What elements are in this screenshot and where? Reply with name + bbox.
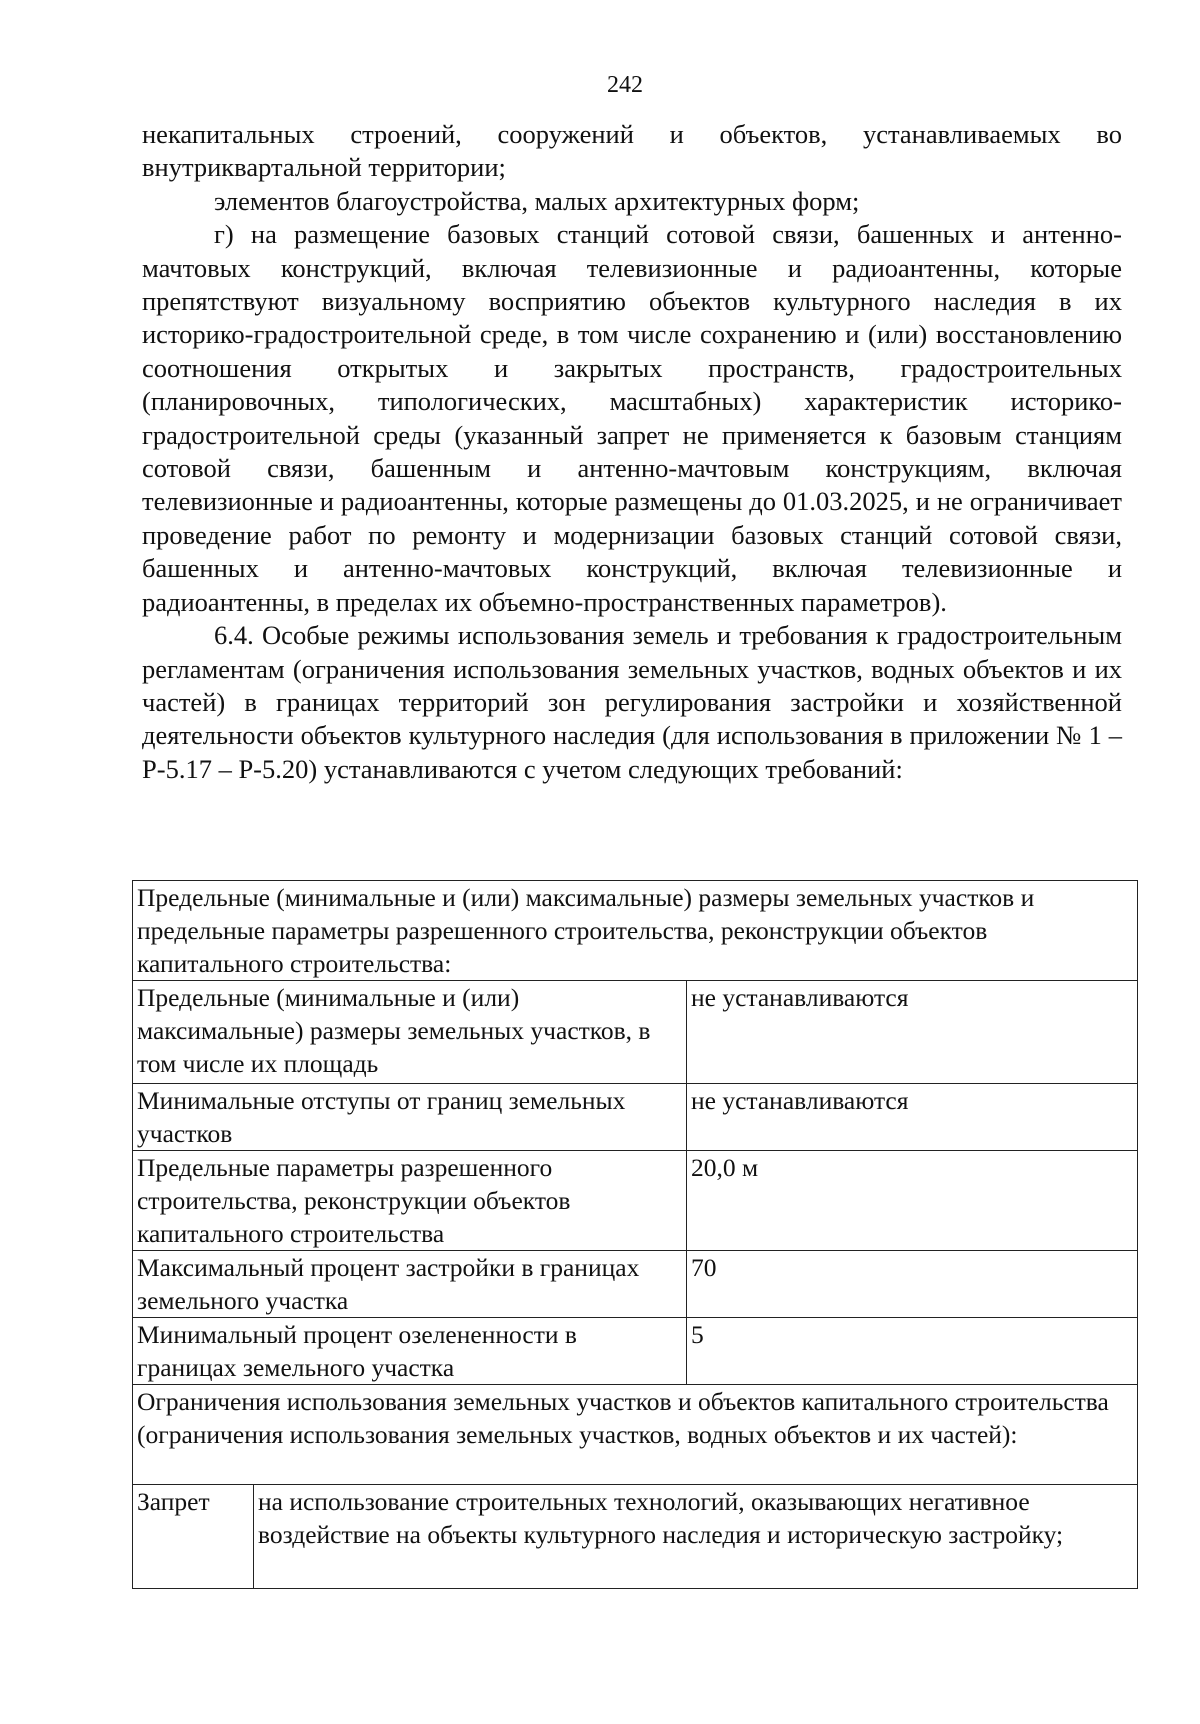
paragraph-section-6-4: 6.4. Особые режимы использования земель и требования к градостроительным регламентам (ограничения использования земельных участков, водных объектов и их частей) в границах территорий зон регулирования застройки и хозяйственной деятельности объектов культурного наследия (для использования в приложении № 1 – Р-5.17 – Р-5.20) устанавливаются с учетом следующих требований: [142,620,1122,784]
page-number: 242 [607,72,643,98]
table-section-header: Ограничения использования земельных участков и объектов капитального строительства (ограничения использования земельных участков, водных объектов и их частей): [133,1385,1138,1485]
ban-row-container [133,1485,1138,1589]
table-cell-value: не устанавливаются [687,1084,1138,1151]
table-row [133,1485,1138,1589]
table-cell-value: 20,0 м [687,1151,1138,1251]
regulations-table [132,880,1138,1589]
ban-inner-table [133,1485,1137,1588]
table-cell-label: Минимальные отступы от границ земельных участков [133,1084,687,1151]
table-cell-label: Предельные (минимальные и (или) максимальные) размеры земельных участков, в том числе их площадь [133,981,687,1084]
table-row [133,981,1138,1084]
table-section-header-row [133,1385,1138,1485]
table-cell-label: Максимальный процент застройки в границах земельного участка [133,1251,687,1318]
paragraph-landscaping: элементов благоустройства, малых архитектурных форм; [214,185,860,216]
table-cell-value: 5 [687,1318,1138,1385]
paragraph-item-g: г) на размещение базовых станций сотовой связи, башенных и антенно-мачтовых конструкций, включая телевизионные и радиоантенны, которые препятствуют визуальному восприятию объектов культурного наследия в их историко-градостроительной среде, в том числе сохранению и (или) восстановлению соотношения открытых и закрытых пространств, градостроительных (планировочных, типологических, масштабных) характеристик историко-градостроительной среды (указанный запрет не применяется к базовым станциям сотовой связи, башенным и антенно-мачтовым конструкциям, включая телевизионные и радиоантенны, которые размещены до 01.03.2025, и не ограничивает проведение работ по ремонту и модернизации базовых станций сотовой связи, башенных и антенно-мачтовых конструкций, включая телевизионные и радиоантенны, в пределах их объемно-пространственных параметров). [142,219,1122,617]
ban-text: на использование строительных технологий, оказывающих негативное воздействие на объекты культурного наследия и историческую застройку; [258,1487,1064,1549]
table-cell-label: Предельные параметры разрешенного строительства, реконструкции объектов капитального строительства [133,1151,687,1251]
table-row [133,1151,1138,1251]
table-cell-label: Минимальный процент озелененности в границах земельного участка [133,1318,687,1385]
table-cell-value: не устанавливаются [687,981,1138,1084]
ban-label: Запрет [133,1485,254,1588]
table-section-header: Предельные (минимальные и (или) максимальные) размеры земельных участков и предельные параметры разрешенного строительства, реконструкции объектов капитального строительства: [133,881,1138,981]
body-text [142,118,1122,786]
table-row [133,1084,1138,1151]
table-section-header-row [133,881,1138,981]
table-row [133,1251,1138,1318]
table-cell-value: 70 [687,1251,1138,1318]
paragraph-continuation: некапитальных строений, сооружений и объектов, устанавливаемых во внутриквартальной территории; [142,119,1122,183]
table-row [133,1318,1138,1385]
